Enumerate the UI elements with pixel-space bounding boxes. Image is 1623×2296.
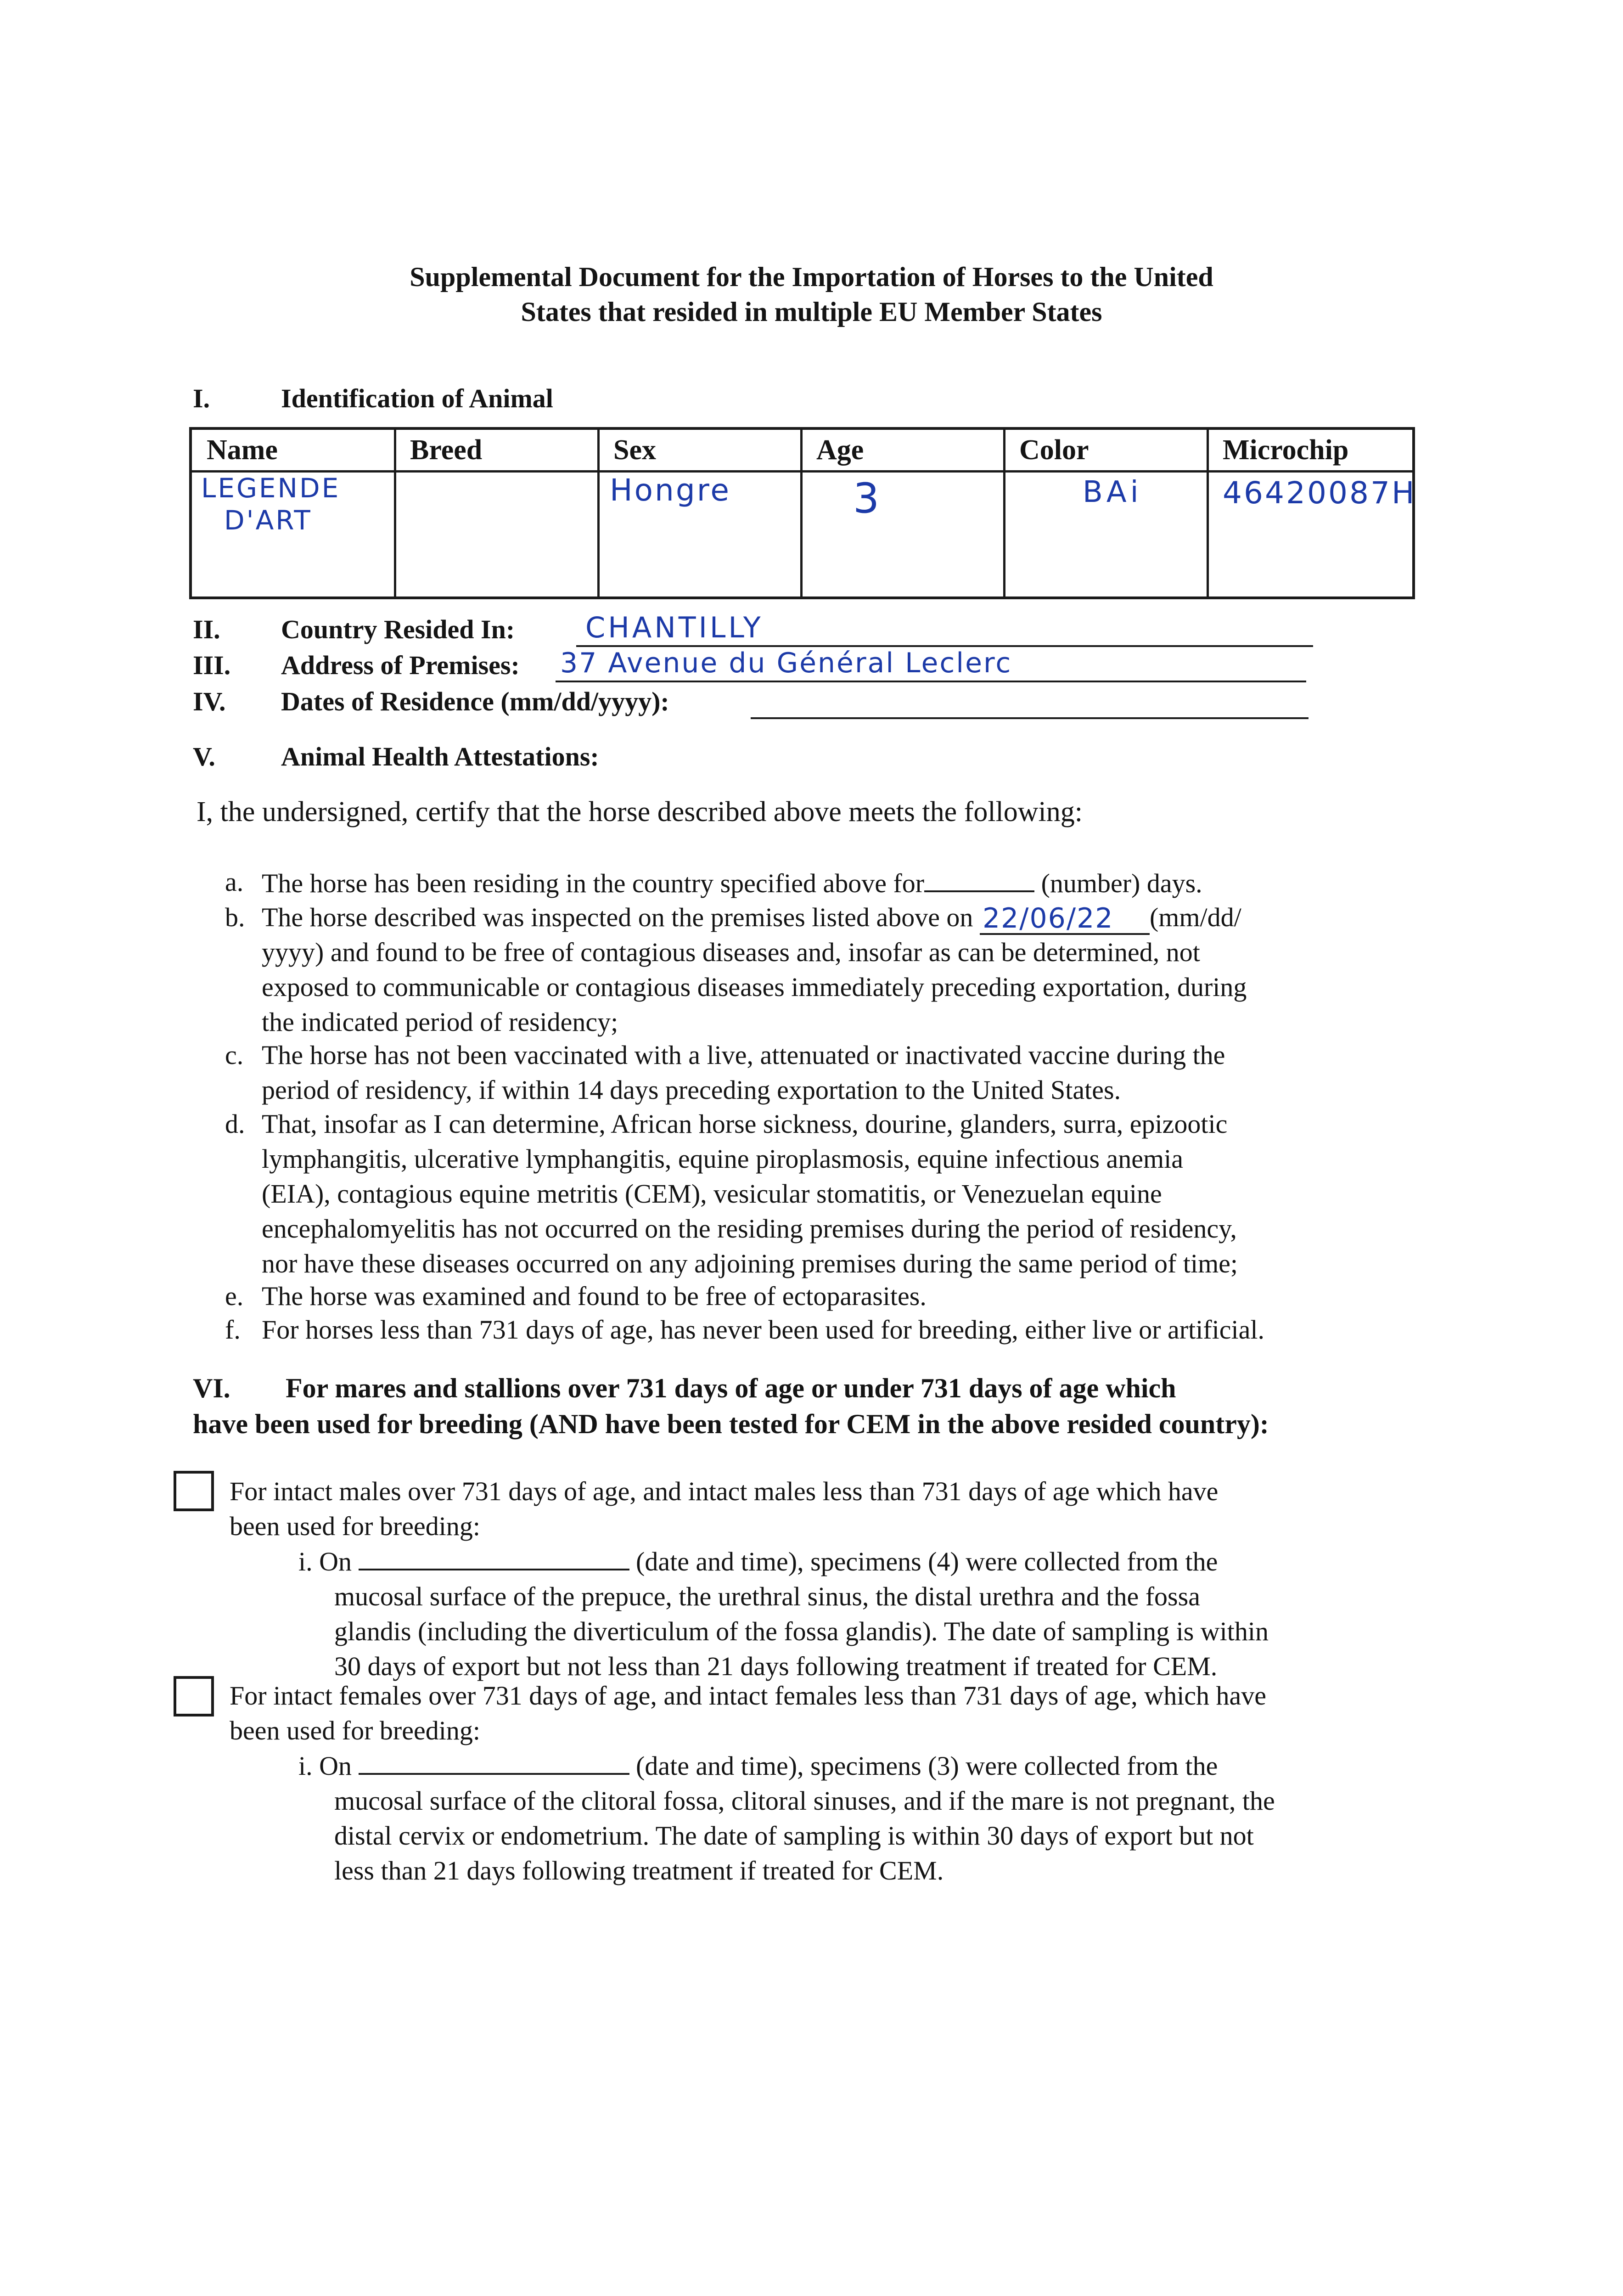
attestation-c <box>225 1038 1419 1108</box>
attestation-a <box>225 865 1419 901</box>
address-field[interactable] <box>556 648 1306 682</box>
attestation-a-text: The horse has been residing in the country specified above for <box>262 868 925 898</box>
cell-breed[interactable] <box>403 472 587 596</box>
section-4-number: IV. <box>193 687 226 716</box>
males-sub-after: (date and time), specimens (4) were collected from the <box>636 1547 1218 1576</box>
males-sub-line-3: glandis (including the diverticulum of the fossa glandis). The date of sampling is within <box>334 1616 1269 1646</box>
attestation-d-line-4: encephalomyelitis has not occurred on the residing premises during the period of residency, <box>262 1214 1237 1244</box>
attestation-d-line-5: nor have these diseases occurred on any adjoining premises during the same period of time; <box>262 1249 1238 1278</box>
attestation-f-text: For horses less than 731 days of age, has never been used for breeding, either live or artificial. <box>262 1315 1264 1345</box>
animal-identification-table <box>189 427 1415 599</box>
males-block <box>230 1474 1423 1544</box>
attestation-d-line-3: (EIA), contagious equine metritis (CEM), vesicular stomatitis, or Venezuelan equine <box>262 1179 1162 1209</box>
country-value: CHANTILLY <box>585 611 764 644</box>
females-sub-line-4: less than 21 days following treatment if treated for CEM. <box>334 1856 944 1885</box>
attestation-c-label: c. <box>225 1040 244 1070</box>
attestation-b-line-3: exposed to communicable or contagious diseases immediately preceding exportation, during <box>262 972 1247 1002</box>
females-sub-after: (date and time), specimens (3) were collected from the <box>636 1751 1218 1781</box>
inspection-date-field[interactable] <box>980 902 1150 935</box>
header-age: Age <box>816 434 864 466</box>
section-5-number: V. <box>193 742 215 771</box>
attestation-b-label: b. <box>225 902 245 932</box>
attestation-d-line-2: lymphangitis, ulcerative lymphangitis, equine piroplasmosis, equine infectious anemia <box>262 1144 1184 1174</box>
males-sub-line-2: mucosal surface of the prepuce, the urethral sinus, the distal urethra and the fossa <box>334 1581 1200 1611</box>
males-sub-on: On <box>319 1547 352 1576</box>
cell-name-line-2: D'ART <box>224 505 312 536</box>
section-1-number: I. <box>193 383 210 413</box>
attestation-a-label: a. <box>225 867 244 897</box>
males-sub-label: i. <box>298 1547 313 1576</box>
attestation-d <box>225 1107 1419 1281</box>
females-checkbox[interactable] <box>174 1676 214 1716</box>
dates-label: Dates of Residence (mm/dd/yyyy): <box>281 687 669 716</box>
attestation-f <box>225 1312 1419 1347</box>
males-line-2: been used for breeding: <box>230 1511 480 1541</box>
header-breed: Breed <box>410 434 483 466</box>
cell-sex[interactable]: Hongre <box>610 473 731 508</box>
attestation-b-suffix: (mm/dd/ <box>1149 902 1241 932</box>
attestation-c-line-2: period of residency, if within 14 days preceding exportation to the United States. <box>262 1075 1121 1105</box>
attestation-c-line-1: The horse has not been vaccinated with a live, attenuated or inactivated vaccine during the <box>262 1040 1225 1070</box>
country-label: Country Resided In: <box>281 614 515 644</box>
title-line-2: States that resided in multiple EU Member States <box>521 297 1102 327</box>
females-block <box>230 1678 1423 1748</box>
dates-field[interactable] <box>751 685 1309 719</box>
females-sub-label: i. <box>298 1751 313 1781</box>
inspection-date-value: 22/06/22 <box>982 902 1114 934</box>
cell-age[interactable]: 3 <box>853 474 880 523</box>
days-field[interactable] <box>924 865 1034 892</box>
title-line-1: Supplemental Document for the Importation of Horses to the United <box>410 262 1213 292</box>
cell-name-line-1: LEGENDE <box>201 473 341 504</box>
section-2-number: II. <box>193 614 220 644</box>
address-value: 37 Avenue du Général Leclerc <box>560 647 1012 679</box>
females-sub-line-3: distal cervix or endometrium. The date of sampling is within 30 days of export but not <box>334 1821 1254 1851</box>
section-5-heading: Animal Health Attestations: <box>281 742 599 771</box>
section-6-heading-line-1: For mares and stallions over 731 days of age or under 731 days of age which <box>286 1373 1176 1403</box>
attestation-d-label: d. <box>225 1109 245 1139</box>
section-1-heading: Identification of Animal <box>281 383 553 413</box>
attestation-e <box>225 1279 1419 1314</box>
males-sub-line-4: 30 days of export but not less than 21 days following treatment if treated for CEM. <box>334 1651 1218 1681</box>
section-3-number: III. <box>193 650 231 680</box>
females-collection-date-field[interactable] <box>359 1747 629 1775</box>
females-sub-on: On <box>319 1751 352 1781</box>
attestation-d-line-1: That, insofar as I can determine, African horse sickness, dourine, glanders, surra, epizootic <box>262 1109 1228 1139</box>
attestation-b-line-2: yyyy) and found to be free of contagious diseases and, insofar as can be determined, not <box>262 937 1200 967</box>
attestation-b-text: The horse described was inspected on the premises listed above on <box>262 902 973 932</box>
header-color: Color <box>1019 434 1089 466</box>
microchip-digits: 4642008 <box>1223 475 1370 511</box>
males-checkbox[interactable] <box>174 1471 214 1511</box>
attestation-b <box>225 900 1419 1040</box>
attestation-a-suffix: (number) days. <box>1041 868 1202 898</box>
document-title <box>0 259 1623 329</box>
attestation-f-label: f. <box>225 1315 241 1345</box>
attestation-b-line-4: the indicated period of residency; <box>262 1007 618 1037</box>
section-6-number: VI. <box>193 1373 230 1403</box>
header-name: Name <box>207 434 278 466</box>
certification-intro: I, the undersigned, certify that the horse described above meets the following: <box>197 796 1083 827</box>
header-microchip: Microchip <box>1223 434 1349 466</box>
males-sub-item <box>298 1543 1423 1684</box>
females-sub-item <box>298 1747 1423 1888</box>
females-sub-line-2: mucosal surface of the clitoral fossa, clitoral sinuses, and if the mare is not pregnant, the <box>334 1786 1275 1816</box>
address-label: Address of Premises: <box>281 650 520 680</box>
cell-color[interactable]: BAi <box>1083 475 1142 509</box>
cell-name[interactable] <box>201 472 340 536</box>
cell-microchip[interactable] <box>1223 475 1416 512</box>
females-line-1: For intact females over 731 days of age, and intact females less than 731 days of age, which have <box>230 1681 1267 1711</box>
attestation-e-label: e. <box>225 1281 244 1311</box>
country-field[interactable] <box>576 613 1313 647</box>
attestation-e-text: The horse was examined and found to be free of ectoparasites. <box>262 1281 927 1311</box>
section-6-heading-line-2: have been used for breeding (AND have been tested for CEM in the above resided country): <box>193 1409 1269 1439</box>
females-line-2: been used for breeding: <box>230 1716 480 1745</box>
males-collection-date-field[interactable] <box>359 1543 629 1570</box>
header-sex: Sex <box>613 434 656 466</box>
microchip-overflow: 7H <box>1370 475 1416 511</box>
males-line-1: For intact males over 731 days of age, and intact males less than 731 days of age which have <box>230 1476 1219 1506</box>
